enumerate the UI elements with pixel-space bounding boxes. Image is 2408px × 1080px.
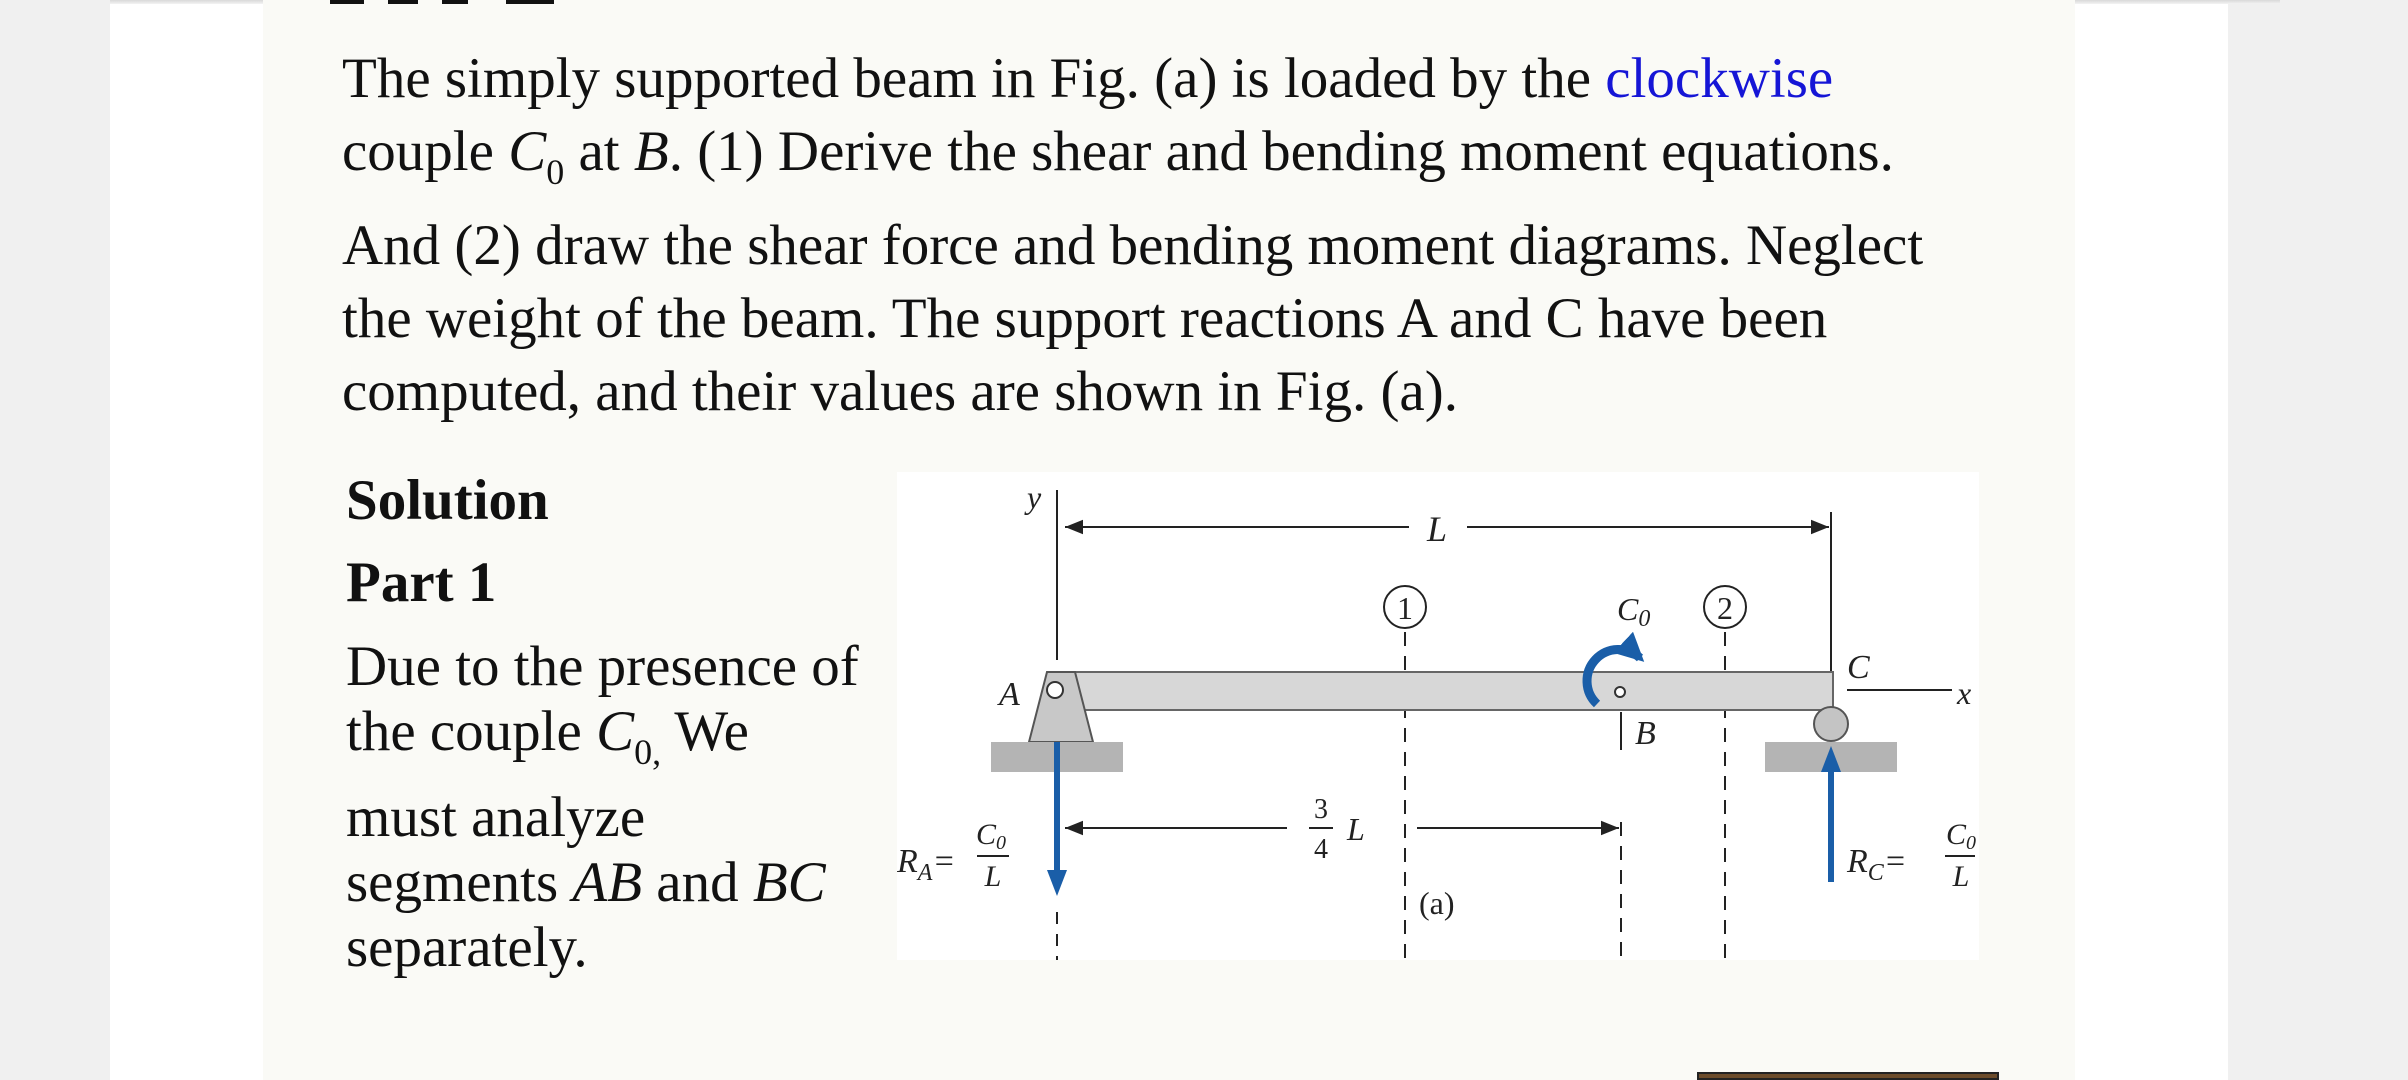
couple-label-letter: C [1617, 591, 1639, 627]
reaction-c-equals: = [1883, 843, 1907, 880]
couple-label [1617, 591, 1650, 632]
problem-text-part: at [564, 120, 634, 183]
part-heading: Part 1 [346, 551, 497, 614]
roller-support-c [1814, 707, 1848, 741]
reaction-c-num-letter: C [1945, 818, 1967, 851]
couple-subscript: 0 [546, 152, 565, 192]
reaction-a-num-letter: C [975, 818, 997, 851]
segment-bc: BC [752, 851, 826, 914]
reaction-a-letter: R [897, 843, 918, 880]
dim-denominator: 4 [1314, 834, 1328, 865]
reaction-c-denominator: L [1952, 860, 1970, 893]
reaction-c-letter: R [1847, 843, 1868, 880]
point-b-label: B [1635, 715, 1656, 752]
cropped-heading [330, 0, 590, 6]
corner-widget[interactable] [1697, 1072, 1999, 1080]
x-axis-label: x [1957, 675, 1972, 711]
problem-statement [342, 42, 1982, 428]
reaction-c-num-sub: 0 [1966, 832, 1977, 854]
point-a-label: A [999, 676, 1020, 713]
segment-ab: AB [572, 851, 643, 914]
solution-heading: Solution [346, 469, 549, 532]
problem-text-part: couple [342, 120, 509, 183]
reaction-a-num-sub: 0 [996, 832, 1007, 854]
figure-caption: (a) [1419, 885, 1455, 921]
reaction-c-sub: C [1867, 860, 1884, 886]
y-axis-label: y [1027, 479, 1042, 515]
beam [1057, 672, 1833, 710]
couple-symbol: C [596, 700, 635, 763]
reaction-a-numerator [976, 818, 1006, 854]
reaction-c-numerator [1946, 818, 1976, 854]
reaction-a-denominator: L [984, 860, 1002, 893]
reaction-c-label [1846, 843, 1907, 886]
solution-text-part: Due to the presence of the couple [346, 635, 859, 763]
beam-figure [897, 472, 1979, 960]
problem-text-part: . (1) Derive the shear and bending moment equations. And (2) draw the shear force and bending moment diagrams. Neglect the weight of the beam. The support reactions A and C have been computed, and their values are shown in Fig. (a). [342, 120, 1924, 423]
couple-label-sub: 0 [1638, 606, 1651, 632]
span-label: L [1427, 509, 1448, 549]
solution-text-part: We must analyze segments [346, 700, 749, 914]
highlight-clockwise: clockwise [1605, 47, 1834, 110]
dim-l-label: L [1347, 811, 1365, 847]
point-b-symbol: B [633, 120, 669, 183]
dim-numerator: 3 [1314, 794, 1328, 825]
problem-text-part: The simply supported beam in Fig. (a) is loaded by the [342, 47, 1606, 110]
reaction-a-sub: A [917, 860, 933, 886]
couple-subscript: 0, [634, 732, 662, 772]
reaction-a-equals: = [932, 843, 956, 880]
solution-paragraph [346, 634, 866, 980]
point-b-dot [1615, 687, 1625, 697]
couple-symbol: C [508, 120, 547, 183]
reaction-a-label [897, 843, 955, 886]
solution-text-part: separately. [346, 916, 588, 979]
pin-a [1047, 682, 1063, 698]
section-1-label: 1 [1397, 590, 1413, 626]
section-2-label: 2 [1717, 590, 1733, 626]
point-c-label: C [1847, 649, 1870, 686]
beam-diagram [897, 472, 1979, 960]
reaction-a-arrowhead [1047, 870, 1067, 896]
solution-text-part: and [642, 851, 753, 914]
